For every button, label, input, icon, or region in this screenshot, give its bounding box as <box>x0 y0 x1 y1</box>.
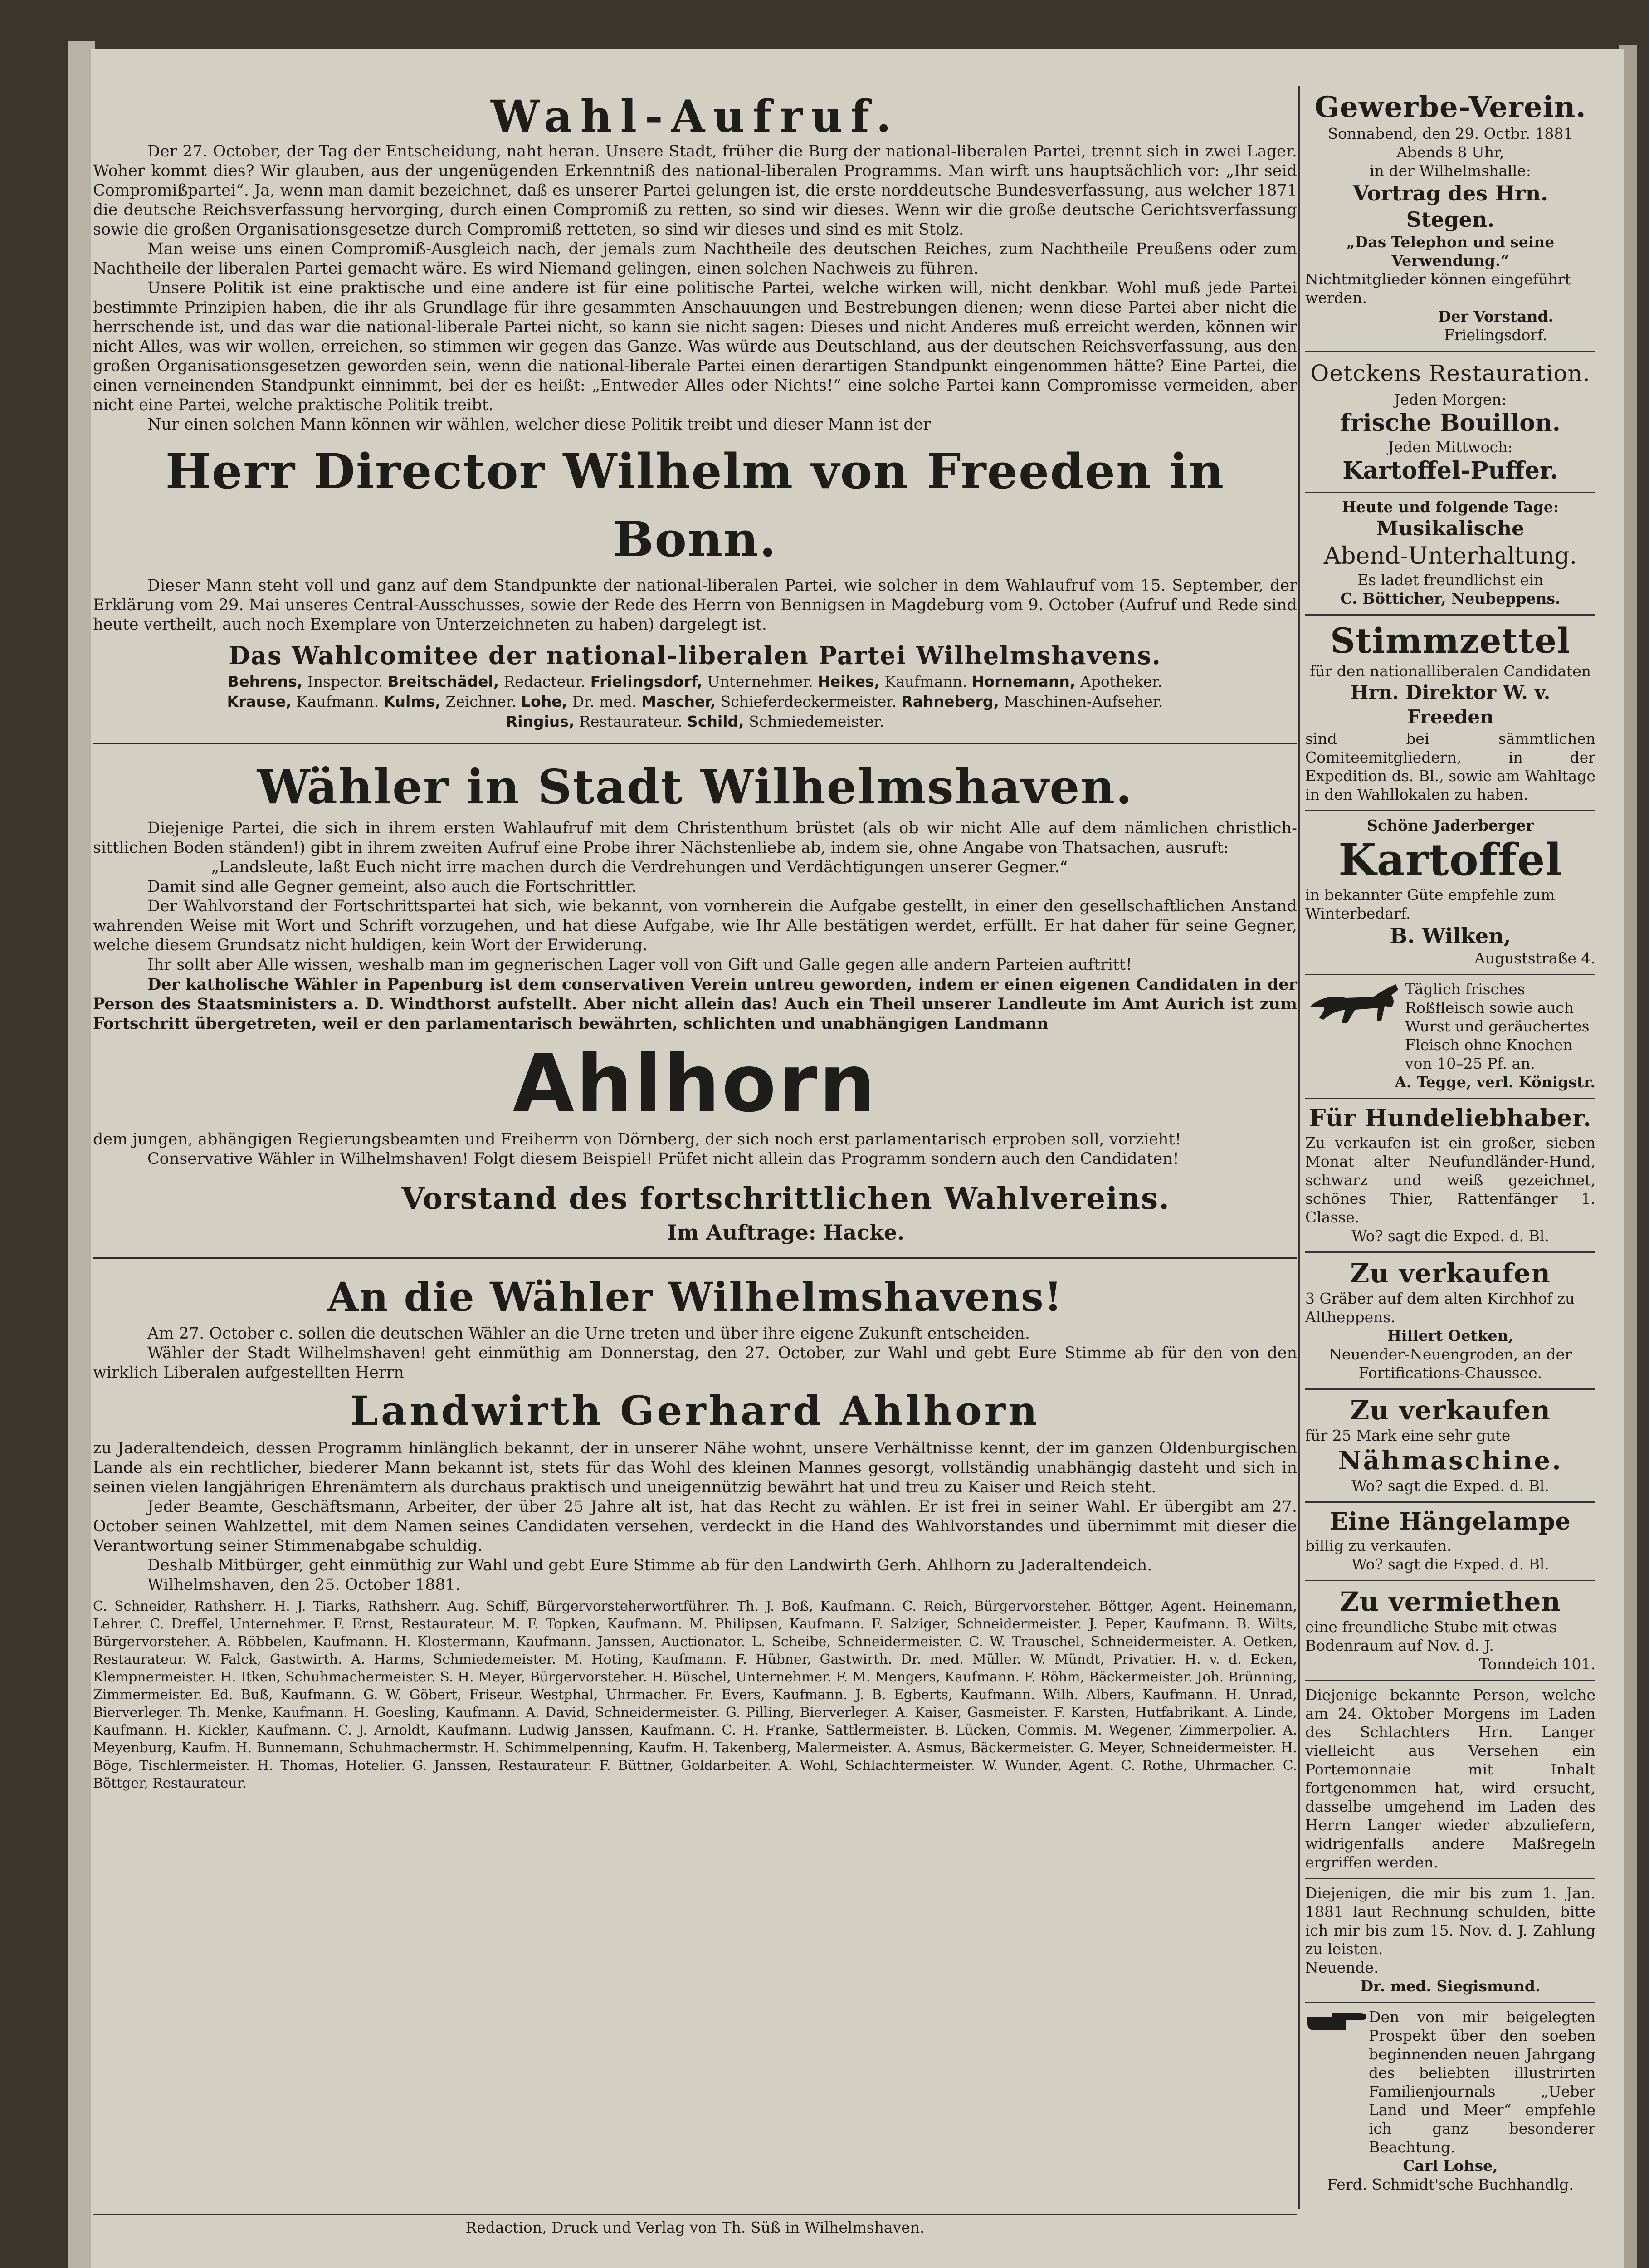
andie-paragraph: zu Jaderaltendeich, dessen Programm hinlänglich bekannt, der in unserer Nähe wohnt, unsere Verhältnisse kennt, der im ganzen Oldenburgischen Lande als ein rechtlicher, biederer Mann bekannt ist, stets für das Wohl des kleinen Mannes gesorgt, vollständig unabhängig dasteht und sich in seinen vielen langjährigen Ehrenämtern als durchaus praktisch und uneigennützig bewährt hat und treu zu Kaiser und Reich steht. <box>93 1439 1297 1496</box>
ad-line: für den nationalliberalen Candidaten <box>1310 662 1591 680</box>
andie-paragraph: Wähler der Stadt Wilhelmshaven! geht einmüthig am Donnerstag, den 27. October, zur Wahl und gebt Eure Stimme ab für den von den wirklich Liberalen aufgestellten Herrn <box>93 1344 1297 1382</box>
ad-line: Es ladet freundlichst ein <box>1357 571 1544 589</box>
signer-role: Maschinen-Aufseher. <box>999 693 1163 710</box>
ad-line: Hrn. Direktor W. v. Freeden <box>1350 681 1551 728</box>
andie-paragraph: Jeder Beamte, Geschäftsmann, Arbeiter, der über 25 Jahre alt ist, hat das Recht zu wählen. Er ist frei in seiner Wahl. Er übergibt am 27. October seinen Wahlzettel, mit dem Namen seines Candidaten versehen, verdeckt in die Hand des Wahlvorstandes und übernimmt mit dieser die Verantwortung seiner Stimmenabgabe schuldig. <box>93 1498 1297 1555</box>
ad-portemonnaie <box>1305 1681 1595 1879</box>
ad-line: Nichtmitglieder können eingeführt werden. <box>1305 270 1571 307</box>
wahlaufruf-title: Wahl-Aufruf. <box>490 91 900 142</box>
horse-icon <box>1305 980 1405 1031</box>
signer-role: Schmiedemeister. <box>744 713 884 730</box>
ad-title: Gewerbe-Verein. <box>1314 90 1586 124</box>
waehler-paragraph: dem jungen, abhängigen Regierungsbeamten und Freiherrn von Dörnberg, der sich noch erst parlamentarisch erproben soll, vorzieht! <box>93 1130 1181 1149</box>
signer-role: Kaufmann. <box>880 673 972 690</box>
ad-line: Diejenigen, die mir bis zum 1. Jan. 1881 laut Rechnung schulden, bitte ich mir bis zum 15. Nov. d. J. Zahlung zu leisten. <box>1305 1884 1595 1958</box>
signer-name: Frielingsdorf, <box>590 673 703 690</box>
ad-musik <box>1305 493 1595 616</box>
ad-line: Hillert Oetken, <box>1387 1327 1514 1344</box>
ross-row <box>1305 980 1595 1073</box>
ad-line: Kartoffel-Puffer. <box>1342 457 1558 484</box>
ad-title: Zu verkaufen <box>1350 1258 1551 1289</box>
andie-title: An die Wähler Wilhelmshavens! <box>327 1273 1063 1320</box>
signer-role: Dr. med. <box>567 693 642 710</box>
ad-line: Tonndeich 101. <box>1479 1655 1595 1673</box>
signer-name: Lohe, <box>521 693 568 710</box>
signer-name: Hornemann, <box>971 673 1076 690</box>
ad-line: sind bei sämmtlichen Comiteemitgliedern, in der Expedition ds. Bl., sowie am Wahltage in den Wahllokalen zu haben. <box>1305 730 1595 803</box>
committee-heading: Das Wahlcomitee der national-liberalen Partei Wilhelmshavens. <box>229 641 1161 670</box>
ad-line: Neuender-Neuengroden, an der Fortifications-Chaussee. <box>1329 1345 1572 1382</box>
signer-role: Redacteur. <box>499 673 590 690</box>
ad-line: für 25 Mark eine sehr gute <box>1305 1427 1511 1444</box>
signer-name: Heikes, <box>818 673 880 690</box>
waehler-paragraph: Der katholische Wähler in Papenburg ist dem conservativen Verein untreu geworden, indem er einen eigenen Candidaten in der Person des Staatsministers a. D. Windthorst aufstellt. Aber nicht allein das! Auch ein Theil unserer Landleute im Amt Aurich ist zum Fortschritt übergetreten, weil er den parlamentarisch bewährten, schlichten und unabhängigen Landmann <box>93 975 1297 1033</box>
ad-line: Diejenige bekannte Person, welche am 24. Oktober Morgens im Laden des Schlachters Hrn. Langer vielleicht aus Versehen ein Portemonnaie mit Inhalt fortgenommen hat, wird ersucht, dasselbe umgehend im Laden des Herrn Langer wieder abzuliefern, widrigenfalls andere Maßregeln ergriffen werden. <box>1305 1686 1595 1871</box>
signer-name: Ringius, <box>506 713 575 730</box>
committee-signers <box>93 672 1297 732</box>
ad-oetcken <box>1305 352 1595 493</box>
waehler-paragraph: Conservative Wähler in Wilhelmshaven! Folgt diesem Beispiel! Prüfet nicht allein das Programm sondern auch den Candidaten! <box>147 1150 1179 1168</box>
ad-line: Frielingsdorf. <box>1444 326 1547 344</box>
ad-line: Jeden Morgen: <box>1394 391 1507 408</box>
ad-line: Carl Lohse, <box>1403 2157 1498 2175</box>
ad-hundeliebhaber <box>1305 1099 1595 1253</box>
ad-line: Abend-Unterhaltung. <box>1323 543 1577 570</box>
ad-line: Abends 8 Uhr, <box>1396 143 1504 161</box>
signer-role: Schieferdeckermeister. <box>716 693 902 710</box>
section-divider <box>93 743 1297 744</box>
waehler-paragraph: Damit sind alle Gegner gemeint, also auch die Fortschrittler. <box>147 878 637 896</box>
signer-name: Schild, <box>687 713 744 730</box>
ad-line: „Das Telephon und seine Verwendung.“ <box>1346 233 1555 269</box>
andie-paragraph: Am 27. October c. sollen die deutschen Wähler an die Urne treten und über ihre eigene Zukunft entscheiden. <box>147 1325 1030 1343</box>
ad-line: Sonnabend, den 29. Octbr. 1881 <box>1327 125 1573 142</box>
ad-line: Ferd. Schmidt'sche Buchhandlg. <box>1327 2175 1574 2193</box>
auftrag-signature: Im Auftrage: Hacke. <box>667 1220 905 1245</box>
signer-role: Kaufmann. <box>291 693 384 710</box>
ad-title: Oetckens Restauration. <box>1310 360 1590 386</box>
ad-haengelampe <box>1305 1503 1595 1581</box>
ad-line: Auguststraße 4. <box>1474 949 1595 967</box>
ad-line: Den von mir beigelegten Prospekt über den soeben beginnenden neuen Jahrgang des beliebten illustrirten Familienjournals „Ueber Land und Meer“ empfehle ich ganz besonderer Beachtung. <box>1369 2008 1595 2156</box>
ad-line: Nähmaschine. <box>1338 1446 1563 1476</box>
ad-line: Wo? sagt die Exped. d. Bl. <box>1351 1227 1549 1245</box>
ad-vermiethen <box>1305 1581 1595 1681</box>
ad-line: Dr. med. Siegismund. <box>1360 1977 1541 1995</box>
waehler-paragraph: Diejenige Partei, die sich in ihrem ersten Wahlaufruf mit dem Christenthum brüstet (als ob wir nicht Alle auf dem nämlichen christlich-sittlichen Boden ständen!) gibt in ihrem zweiten Aufruf eine Probe ihrer Nächstenliebe ab, indem sie, ohne Angabe von Thatsachen, ausruft: <box>93 819 1297 857</box>
wahlaufruf-paragraph: Der 27. October, der Tag der Entscheidung, naht heran. Unsere Stadt, früher die Burg der national-liberalen Partei, trennt sich in zwei Lager. Woher kommt dies? Wir glauben, aus der ungenügenden Erkenntniß des national-liberalen Programms. Man wirft uns hauptsächlich vor: „Ihr seid Compromißpartei“. Ja, wenn man damit bezeichnet, daß es unserer Partei gelungen ist, die erste norddeutsche Bundesverfassung, aus welcher 1871 die deutsche Reichsverfassung hervorging, durch einen Compromiß zu retten, so sind wir dieses. Wenn wir die große deutsche Gerichtsverfassung sowie die großen Organisationsgesetze durch Compromiß retteten, so sind wir dieses und sind es mit Stolz. <box>93 142 1297 239</box>
ad-title: Eine Hängelampe <box>1330 1508 1571 1535</box>
signer-name: Breitschädel, <box>387 673 499 690</box>
ad-line: Der Vorstand. <box>1438 308 1554 325</box>
ad-title: Zu verkaufen <box>1350 1395 1551 1426</box>
waehler-paragraph: Ihr sollt aber Alle wissen, weshalb man im gegnerischen Lager voll von Gift und Galle gegen alle andern Parteien auftritt! <box>147 956 1132 974</box>
ad-line: Wo? sagt die Exped. d. Bl. <box>1351 1477 1549 1495</box>
waehler-paragraph: Der Wahlvorstand der Fortschrittspartei hat sich, wie bekannt, von vornherein die Aufgabe gestellt, in einer den gesellschaftlichen Anstand wahrenden Weise mit Wort und Schrift vorzugehen, und hat diese Aufgabe, wie Ihr Alle bestätigen werdet, erfüllt. Er hat daher für seine Gegner, welche diesem Grundsatz nicht huldigen, kein Wort der Erwiderung. <box>93 897 1297 954</box>
ad-lohse <box>1305 2003 1595 2200</box>
ad-gewerbe-verein <box>1305 91 1595 352</box>
signer-role: Apotheker. <box>1075 673 1162 690</box>
wahlaufruf-paragraph: Nur einen solchen Mann können wir wählen, welcher diese Politik treibt und dieser Mann ist der <box>147 415 931 434</box>
signer-role: Unternehmer. <box>703 673 818 690</box>
vorstand-signature: Vorstand des fortschrittlichen Wahlvereins. <box>401 1181 1171 1216</box>
signers-line <box>93 672 1297 692</box>
ad-line: Vortrag des Hrn. Stegen. <box>1352 181 1548 232</box>
ad-title: Zu vermiethen <box>1340 1586 1561 1617</box>
main-column <box>93 49 1297 1792</box>
ad-title: Für Hundeliebhaber. <box>1309 1105 1592 1132</box>
wahlaufruf-paragraph: Man weise uns einen Compromiß-Ausgleich nach, der jemals zum Nachtheile des deutschen Reiches, zum Nachtheile Preußens oder zum Nachtheile der liberalen Partei gemacht wäre. Es wird Niemand gelingen, einen solchen Nachweis zu führen. <box>93 240 1297 278</box>
signer-name: Rahneberg, <box>901 693 999 710</box>
signers-line <box>93 692 1297 712</box>
ad-line: Zu verkaufen ist ein großer, sieben Monat alter Neufundländer-Hund, schwarz und weiß gezeichnet, schönes Thier, Rattenfänger 1. Classe. <box>1305 1134 1595 1226</box>
waehler-quote: „Landsleute, laßt Euch nicht irre machen durch die Verdrehungen und Verdächtigungen unserer Gegner.“ <box>211 858 1068 876</box>
signer-role: Inspector. <box>302 673 388 690</box>
imprint-footer: Redaction, Druck und Verlag von Th. Süß in Wilhelmshaven. <box>93 2214 1297 2236</box>
signer-name: Kulms, <box>383 693 441 710</box>
signers-line <box>93 712 1297 732</box>
ahlhorn-headline: Ahlhorn <box>512 1038 878 1130</box>
ad-line: B. Wilken, <box>1390 924 1511 948</box>
column-divider <box>1298 86 1300 2209</box>
signer-name: Behrens, <box>228 673 303 690</box>
signer-role: Restaurateur. <box>574 713 688 730</box>
gerhard-ahlhorn-headline: Landwirth Gerhard Ahlhorn <box>350 1387 1040 1434</box>
andie-date: Wilhelmshaven, den 25. October 1881. <box>147 1576 461 1594</box>
andie-paragraph: Deshalb Mitbürger, geht einmüthig zur Wahl und gebt Eure Stimme ab für den Landwirth Gerh. Ahlhorn zu Jaderaltendeich. <box>147 1556 1152 1574</box>
pointing-hand-icon <box>1305 2008 1369 2156</box>
ad-title: Stimmzettel <box>1330 621 1571 661</box>
ad-line: 3 Gräber auf dem alten Kirchhof zu Altheppens. <box>1305 1290 1575 1326</box>
section-divider <box>93 1257 1297 1259</box>
ad-naehmaschine <box>1305 1390 1595 1503</box>
ad-line: in bekannter Güte empfehle zum Winterbedarf. <box>1305 886 1555 922</box>
ad-line: in der Wilhelmshalle: <box>1370 162 1531 180</box>
signer-role: Zeichner. <box>440 693 521 710</box>
signer-name: Mascher, <box>641 693 716 710</box>
ad-siegismund <box>1305 1879 1595 2003</box>
ad-line: billig zu verkaufen. <box>1305 1537 1452 1554</box>
ad-kartoffel <box>1305 811 1595 975</box>
ad-line: Musikalische <box>1376 517 1525 540</box>
ad-line: Neuende. <box>1305 1959 1379 1976</box>
ad-line: A. Tegge, verl. Königstr. <box>1395 1073 1595 1091</box>
ad-line: Täglich frisches Roßfleisch sowie auch Wurst und geräuchertes Fleisch ohne Knochen von 10–25 Pf. an. <box>1405 980 1590 1072</box>
ad-line: Jeden Mittwoch: <box>1388 438 1513 456</box>
ad-stimmzettel <box>1305 616 1595 811</box>
wahlaufruf-paragraph: Unsere Politik ist eine praktische und eine andere ist für eine politische Partei, welche wirken will, nicht denkbar. Wohl muß jede Partei bestimmte Prinzipien haben, die ihr als Grundlage für ihre gesammten Anschauungen und Bestrebungen dienen; wenn diese Partei aber nicht die herrschende ist, und das war die national-liberale Partei nicht, so kann sie nicht sagen: Dieses und nicht Anderes muß erreicht werden, können wir nicht Alles, was wir wollen, erreichen, so stimmen wir gegen das Ganze. Was würde aus Deutschland, aus der deutschen Reichsverfassung, aus den großen Organisationsgesetzen geworden sein, wenn die national-liberale Partei einen derartigen Standpunkt eingenommen hätte? Eine Partei, die einen verneinenden Standpunkt einnimmt, bei der es heißt: „Entweder Alles oder Nichts!“ eine solche Partei kann Compromisse vermeiden, aber nicht eine Partei, welche praktische Politik treibt. <box>93 279 1297 414</box>
ad-line: C. Bötticher, Neubeppens. <box>1340 590 1561 607</box>
ad-line: Schöne Jaderberger <box>1367 816 1534 834</box>
andie-signers: C. Schneider, Rathsherr. H. J. Tiarks, Rathsherr. Aug. Schiff, Bürgervorsteherwortführer. Th. J. Boß, Kaufmann. C. Reich, Bürgervorsteher. Böttger, Agent. Heinemann, Lehrer. C. Dreffel, Unternehmer. F. Ernst, Restaurateur. M. F. Topken, Kaufmann. M. Philipsen, Kaufmann. F. Salziger, Schneidermeister. J. Peper, Kaufmann. B. Wilts, Bürgervorsteher. A. Röbbelen, Kaufmann. H. Klostermann, Kaufmann. Janssen, Auctionator. L. Scheibe, Schneidermeister. C. W. Trauschel, Schneidermeister. A. Oetken, Restaurateur. W. Falck, Gastwirth. A. Harms, Schmiedemeister. M. Hoting, Kaufmann. F. Hübner, Gastwirth. Dr. med. Müller. W. Mündt, Privatier. H. v. d. Ecken, Klempnermeister. H. Itken, Schuhmachermeister. S. H. Meyer, Bürgervorsteher. H. Büschel, Unternehmer. F. M. Mengers, Kaufmann. F. Röhm, Bäckermeister. Joh. Brünning, Zimmermeister. Ed. Buß, Kaufmann. G. W. Göbert, Friseur. Westphal, Uhrmacher. Fr. Evers, Kaufmann. J. B. Egberts, Kaufmann. Wilh. Albers, Kaufmann. H. Unrad, Bierverleger. Th. Menke, Kaufmann. H. Goesling, Kaufmann. A. David, Schneidermeister. G. Pilling, Bierverleger. A. Kaiser, Gasmeister. F. Karsten, Hutfabrikant. A. Linde, Kaufmann. H. Kickler, Kaufmann. C. J. Arnoldt, Kaufmann. Ludwig Janssen, Kaufmann. C. H. Franke, Sattlermeister. B. Lücken, Commis. M. Wegener, Zimmerpolier. A. Meyenburg, Kaufm. H. Bunnemann, Schuhmachermstr. H. Schimmelpenning, Kaufm. H. Takenberg, Malermeister. A. Asmus, Bäckermeister. G. Meyer, Schneidermeister. H. Böge, Tischlermeister. H. Thomas, Hotelier. G. Janssen, Restaurateur. F. Büttner, Goldarbeiter. A. Wohl, Schlachtermeister. W. Wunder, Agent. C. Rothe, Uhrmacher. C. Böttger, Restaurateur. <box>93 1598 1297 1791</box>
signer-name: Krause, <box>227 693 292 710</box>
ad-line: frische Bouillon. <box>1340 409 1561 437</box>
wahlaufruf-paragraph: Dieser Mann steht voll und ganz auf dem Standpunkte der national-liberalen Partei, wie solcher in dem Wahlaufruf vom 15. September, der Erklärung vom 29. Mai unseres Central-Ausschusses, sowie der Rede des Herrn von Bennigsen in Magdeburg vom 9. October (Aufruf und Rede sind heute vertheilt, auch noch Exemplare von Unterzeichneten zu haben) dargelegt ist. <box>93 577 1297 634</box>
candidate-headline: Herr Director Wilhelm von Freeden in Bonn. <box>165 443 1225 567</box>
ad-title: Kartoffel <box>1338 834 1562 885</box>
ad-rossfleisch <box>1305 975 1595 1099</box>
waehler-title: Wähler in Stadt Wilhelmshaven. <box>257 759 1133 815</box>
lohse-row <box>1305 2008 1595 2156</box>
ad-line: eine freundliche Stube mit etwas Bodenraum auf Nov. d. J. <box>1305 1618 1557 1654</box>
ads-column <box>1305 91 1595 2200</box>
ad-line: Heute und folgende Tage: <box>1342 498 1559 516</box>
ad-graeber <box>1305 1253 1595 1390</box>
ad-line: Wo? sagt die Exped. d. Bl. <box>1351 1555 1549 1573</box>
